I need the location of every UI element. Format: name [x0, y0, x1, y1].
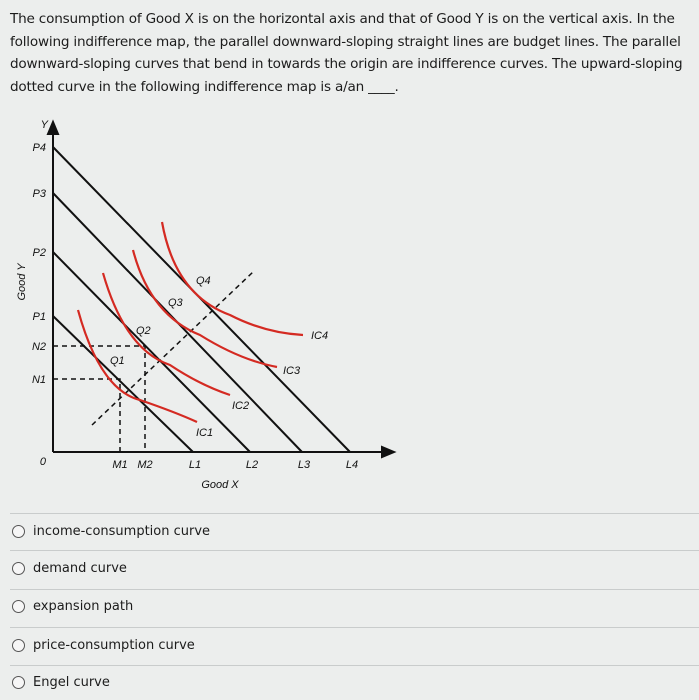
n1-m1-guide: [53, 379, 120, 452]
label-q4: Q4: [196, 275, 211, 287]
labels: [16, 119, 358, 491]
option-expansion-path[interactable]: [12, 594, 133, 618]
ic2-curve: [103, 273, 230, 395]
ic3-curve: [133, 250, 277, 367]
tick-l4: L4: [345, 459, 359, 471]
budget-line-2: [53, 252, 250, 452]
y-axis-letter: Y: [40, 119, 48, 131]
x-axis-arrow: [382, 447, 394, 457]
origin-label: 0: [39, 456, 46, 468]
y-axis-arrow: [48, 122, 58, 134]
label-ic1: IC1: [196, 427, 214, 439]
label-q3: Q3: [168, 297, 183, 309]
ic4-curve: [162, 222, 303, 335]
label-q2: Q2: [136, 325, 151, 337]
tick-l2: L2: [245, 459, 259, 471]
tick-m2: M2: [137, 459, 153, 471]
tick-l3: L3: [297, 459, 311, 471]
indifference-map: [0, 110, 420, 500]
option-label: Engel curve: [33, 674, 110, 690]
option-price-consumption-curve[interactable]: [12, 633, 195, 657]
tick-n2: N2: [31, 341, 46, 353]
divider: [10, 665, 699, 666]
tick-l1: L1: [188, 459, 202, 471]
option-label: price-consumption curve: [33, 637, 195, 653]
expansion-path: [92, 272, 253, 425]
tick-p1: P1: [32, 311, 46, 323]
option-label: expansion path: [33, 598, 134, 614]
tick-p4: P4: [32, 142, 46, 154]
divider: [10, 627, 699, 628]
label-q1: Q1: [110, 355, 125, 367]
divider: [10, 550, 699, 551]
option-demand-curve[interactable]: [12, 556, 127, 580]
radio-button[interactable]: [12, 639, 25, 652]
label-ic4: IC4: [311, 330, 329, 342]
option-label: demand curve: [33, 560, 127, 576]
divider: [10, 589, 699, 590]
radio-button[interactable]: [12, 676, 25, 689]
question-text: The consumption of Good X is on the horizontal axis and that of Good Y is on the vertical axis. In the following indifference map, the parallel downward-sloping straight lines are budget lines. The parallel downward-sloping curves that bend in towards the origin are indifference curves. The upward-sloping dotted curve in the following indifference map is a/an ____.: [10, 11, 683, 95]
divider: [10, 513, 699, 514]
tick-n1: N1: [31, 374, 46, 386]
budget-line-1: [53, 316, 193, 452]
radio-button[interactable]: [12, 525, 25, 538]
tick-p2: P2: [32, 247, 46, 259]
tick-m1: M1: [112, 459, 128, 471]
label-ic3: IC3: [283, 365, 301, 377]
option-engel-curve[interactable]: [12, 670, 110, 694]
label-ic2: IC2: [232, 400, 250, 412]
option-label: income-consumption curve: [33, 523, 211, 539]
radio-button[interactable]: [12, 562, 25, 575]
radio-button[interactable]: [12, 600, 25, 613]
tick-p3: P3: [32, 188, 46, 200]
option-income-consumption-curve[interactable]: [12, 519, 210, 543]
axes: [48, 122, 394, 457]
y-axis-label: Good Y: [16, 263, 28, 301]
x-axis-label: Good X: [201, 479, 239, 491]
